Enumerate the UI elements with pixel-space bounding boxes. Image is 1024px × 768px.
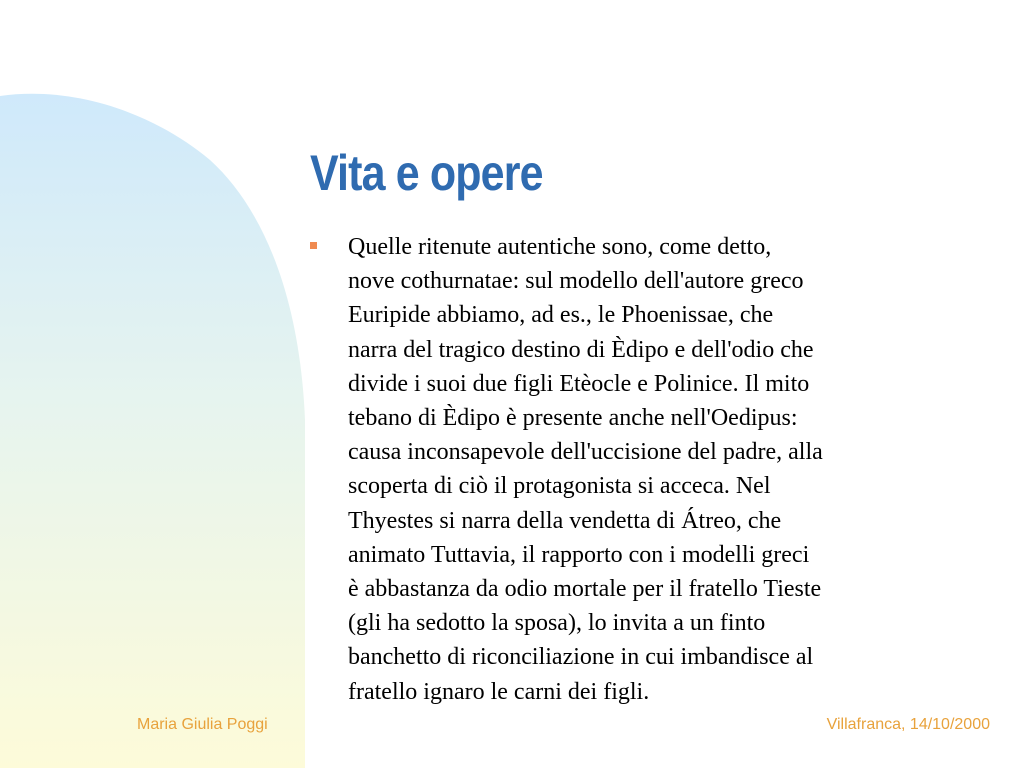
bullet-line: (gli ha sedotto la sposa), lo invita a un finto [348, 610, 766, 637]
bullet-text [348, 230, 990, 709]
bullet-line: fratello ignaro le carni dei figli. [348, 678, 650, 705]
bullet-line: nove cothurnatae: sul modello dell'autore greco [348, 268, 804, 295]
bullet-line: Thyestes si narra della vendetta di Átreo, che [348, 507, 782, 534]
bullet-line: causa inconsapevole dell'uccisione del padre, alla [348, 439, 823, 466]
footer-place-date: Villafranca, 14/10/2000 [826, 716, 990, 733]
bullet-line: Euripide abbiamo, ad es., le Phoenissae, che [348, 302, 774, 329]
bullet-line: è abbastanza da odio mortale per il fratello Tieste [348, 576, 822, 603]
bullet-line: divide i suoi due figli Etèocle e Polinice. Il mito [348, 370, 810, 397]
bullet-line: tebano di Èdipo è presente anche nell'Oedipus: [348, 405, 798, 432]
bullet-square-icon [310, 242, 317, 249]
footer-author: Maria Giulia Poggi [137, 716, 268, 733]
slide-title: Vita e opere [310, 145, 543, 201]
bullet-line: scoperta di ciò il protagonista si acceca. Nel [348, 473, 771, 500]
bullet-line: Quelle ritenute autentiche sono, come detto, [348, 234, 772, 260]
bullet-line: banchetto di riconciliazione in cui imbandisce al [348, 644, 814, 671]
bullet-line: animato Tuttavia, il rapporto con i modelli greci [348, 541, 810, 568]
bullet-line: narra del tragico destino di Èdipo e dell'odio che [348, 336, 814, 363]
bullet-item [310, 230, 990, 709]
